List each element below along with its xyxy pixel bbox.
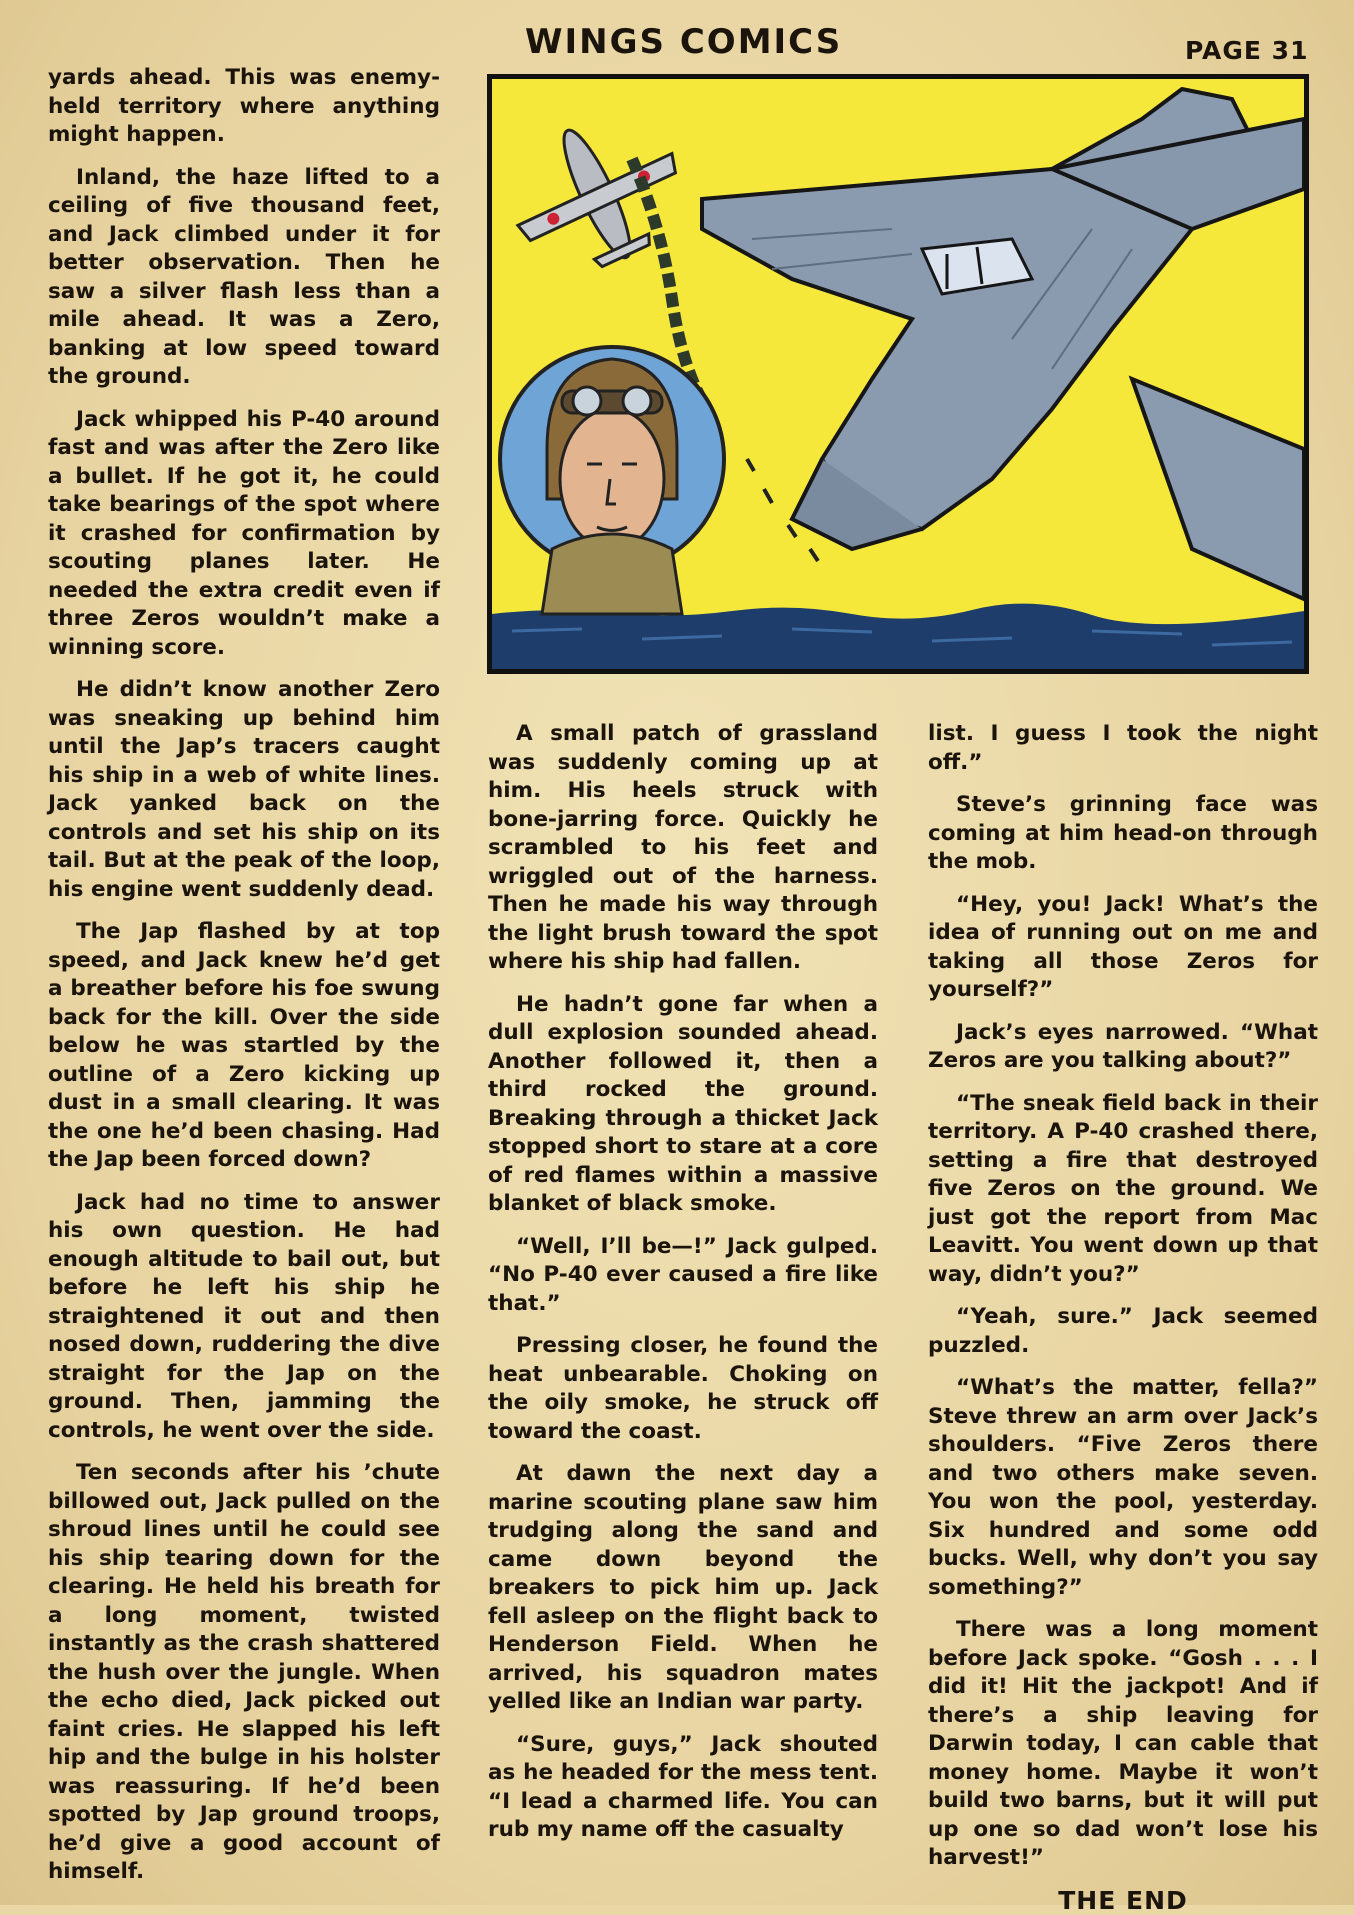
paragraph: He didn’t know another Zero was sneaking up behind him until the Jap’s tracers caught his ship in a web of white lines. Jack yanked back on the controls and set his ship on its tail. But at the peak of the loop, his engine went suddenly dead. — [48, 676, 440, 904]
text-column-2 — [488, 720, 878, 1859]
text-column-1 — [48, 64, 440, 1901]
the-end-label: THE END — [928, 1887, 1318, 1915]
text-column-3 — [928, 720, 1318, 1915]
paragraph: “Yeah, sure.” Jack seemed puzzled. — [928, 1303, 1318, 1360]
paragraph: A small patch of grassland was suddenly coming up at him. His heels struck with bone-jarring force. Quickly he scrambled to his feet and wriggled out of the harness. Then he made his way through the light brush toward the spot where his ship had fallen. — [488, 720, 878, 977]
paragraph: Jack whipped his P-40 around fast and was after the Zero like a bullet. If he got it, he could take bearings of the spot where it crashed for confirmation by scouting planes later. He needed the extra credit even if three Zeros wouldn’t make a winning score. — [48, 406, 440, 663]
paragraph: Pressing closer, he found the heat unbearable. Choking on the oily smoke, he struck off toward the coast. — [488, 1332, 878, 1446]
paragraph: list. I guess I took the night off.” — [928, 720, 1318, 777]
magazine-title: WINGS COMICS — [525, 22, 842, 62]
page-number: PAGE 31 — [1185, 36, 1308, 65]
paragraph: He hadn’t gone far when a dull explosion sounded ahead. Another followed it, then a third rocked the ground. Breaking through a thicket Jack stopped short to stare at a core of red flames within a massive blanket of black smoke. — [488, 991, 878, 1219]
paragraph: There was a long moment before Jack spoke. “Gosh . . . I did it! Hit the jackpot! And if there’s a ship leaving for Darwin today, I can cable that money home. Maybe it won’t build two barns, but it will put up one so dad won’t lose his harvest!” — [928, 1616, 1318, 1873]
paragraph: “Sure, guys,” Jack shouted as he headed for the mess tent. “I lead a charmed life. You can rub my name off the casualty — [488, 1731, 878, 1845]
paragraph: yards ahead. This was enemy-held territory where anything might happen. — [48, 64, 440, 150]
paragraph: “Well, I’ll be—!” Jack gulped. “No P-40 ever caused a fire like that.” — [488, 1233, 878, 1319]
paragraph: Ten seconds after his ’chute billowed out, Jack pulled on the shroud lines until he could see his ship tearing down for the clearing. He held his breath for a long moment, twisted instantly as the crash shattered the hush over the jungle. When the echo died, Jack picked out faint cries. He slapped his left hip and the bulge in his holster was reassuring. If he’d been spotted by Jap ground troops, he’d give a good account of himself. — [48, 1459, 440, 1887]
paragraph: Jack’s eyes narrowed. “What Zeros are you talking about?” — [928, 1019, 1318, 1076]
paragraph: “What’s the matter, fella?” Steve threw an arm over Jack’s shoulders. “Five Zeros there and two others make seven. You won the pool, yesterday. Six hundred and some odd bucks. Well, why don’t you say something?” — [928, 1374, 1318, 1602]
illustration-svg — [492, 79, 1304, 669]
paragraph: “The sneak field back in their territory. A P-40 crashed there, setting a fire that destroyed five Zeros on the ground. We just got the report from Mac Leavitt. You went down up that way, didn’t you?” — [928, 1090, 1318, 1290]
paragraph: Inland, the haze lifted to a ceiling of five thousand feet, and Jack climbed under it for better observation. Then he saw a silver flash less than a mile ahead. It was a Zero, banking at low speed toward the ground. — [48, 164, 440, 392]
paragraph: Jack had no time to answer his own question. He had enough altitude to bail out, but before he left his ship he straightened it out and then nosed down, ruddering the dive straight for the Jap on the ground. Then, jamming the controls, he went over the side. — [48, 1189, 440, 1446]
paragraph: At dawn the next day a marine scouting plane saw him trudging along the sand and came down beyond the breakers to pick him up. Jack fell asleep on the flight back to Henderson Field. When he arrived, his squadron mates yelled like an Indian war party. — [488, 1460, 878, 1717]
paragraph: Steve’s grinning face was coming at him head-on through the mob. — [928, 791, 1318, 877]
paragraph: “Hey, you! Jack! What’s the idea of running out on me and taking all those Zeros for yourself?” — [928, 891, 1318, 1005]
paragraph: The Jap flashed by at top speed, and Jack knew he’d get a breather before his foe swung back for the kill. Over the side below he was startled by the outline of a Zero kicking up dust in a small clearing. It was the one he’d been chasing. Had the Jap been forced down? — [48, 918, 440, 1175]
illustration-panel — [487, 74, 1309, 674]
